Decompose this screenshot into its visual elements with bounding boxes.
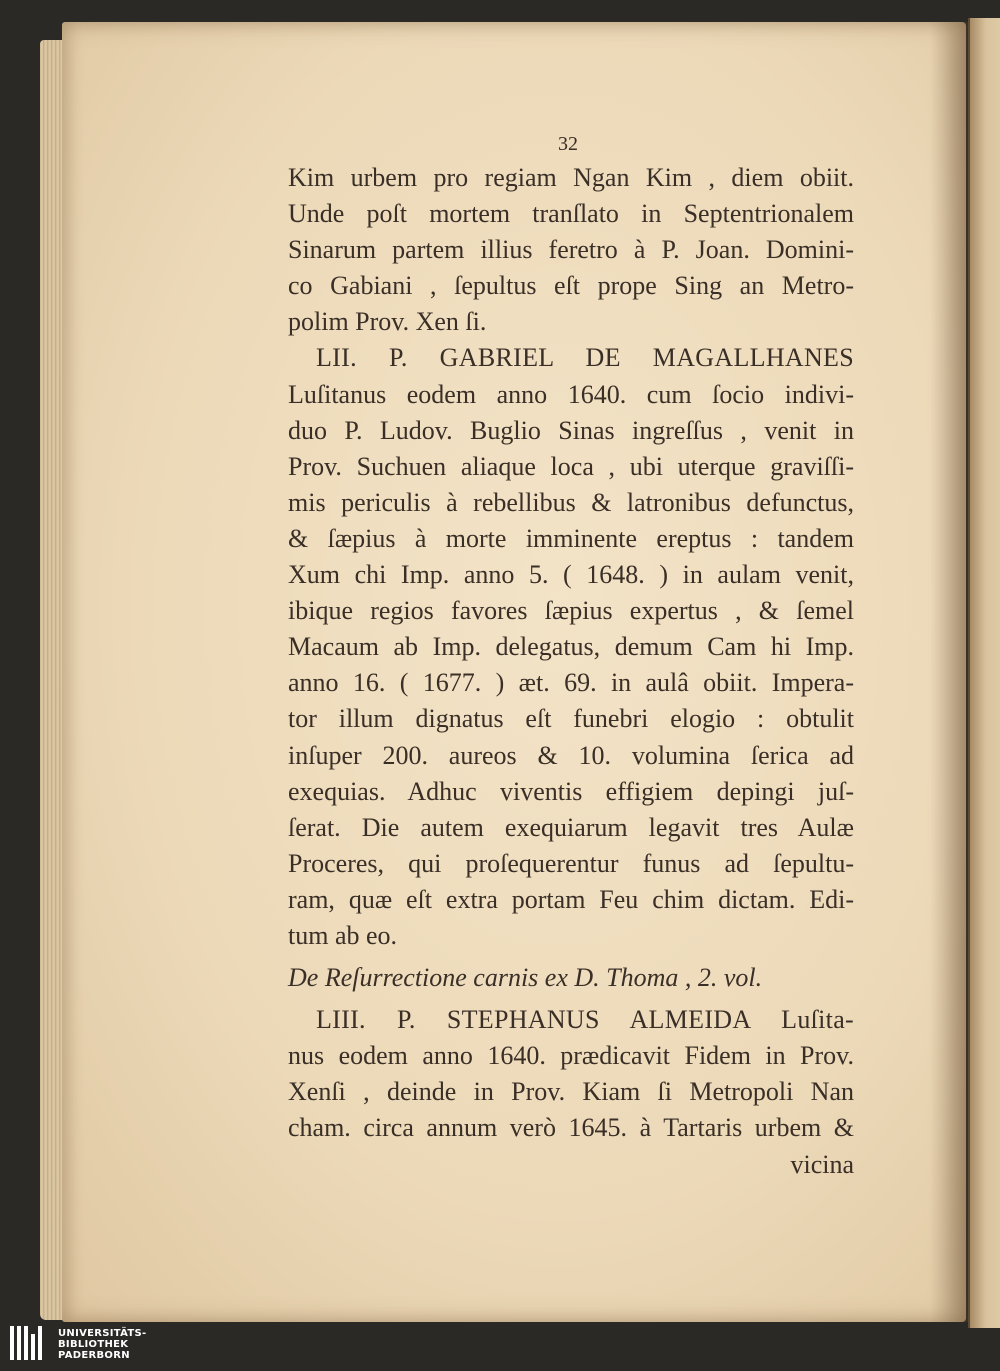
text-line: inſuper 200. aureos & 10. volumina ſerica ad	[288, 740, 854, 770]
entry-heading: LII. P. GABRIEL DE MAGALLHANES	[316, 343, 854, 373]
text-line: exequias. Adhuc viventis effigiem depingi juſ-	[288, 776, 854, 806]
text-line: Xum chi Imp. anno 5. ( 1648. ) in aulam venit,	[288, 560, 854, 590]
text-line: Kim urbem pro regiam Ngan Kim , diem obiit.	[288, 163, 854, 192]
text-line: Xenſi , deinde in Prov. Kiam ſi Metropoli Nan	[288, 1077, 854, 1107]
text-line: duo P. Ludov. Buglio Sinas ingreſſus , venit in	[288, 415, 854, 445]
text-line: mis periculis à rebellibus & latronibus defunctus,	[288, 487, 854, 517]
text-line: anno 16. ( 1677. ) æt. 69. in aulâ obiit. Impera-	[288, 668, 854, 698]
facing-page-edge	[968, 18, 1000, 1328]
text-line: Macaum ab Imp. delegatus, demum Cam hi Imp.	[288, 632, 854, 662]
library-name-line: PADERBORN	[58, 1349, 130, 1361]
library-name-line: BIBLIOTHEK	[58, 1338, 129, 1350]
text-line: tor illum dignatus eſt funebri elogio : obtulit	[288, 704, 854, 734]
entry-heading: LIII. P. STEPHANUS ALMEIDA Luſita-	[316, 1005, 854, 1035]
library-logo-text	[58, 1328, 147, 1361]
library-logo	[8, 1322, 147, 1366]
text-line: ram, quæ eſt extra portam Feu chim dictam. Edi-	[288, 884, 854, 914]
text-line: co Gabiani , ſepultus eſt prope Sing an Metro-	[288, 271, 854, 301]
text-line: Proceres, qui proſequerentur funus ad ſepultu-	[288, 848, 854, 878]
text-line: Luſitanus eodem anno 1640. cum ſocio indivi-	[288, 379, 854, 409]
text-line: Prov. Suchuen aliaque loca , ubi uterque graviſſi-	[288, 451, 854, 481]
gutter-shadow	[930, 22, 968, 1322]
text-line: & ſæpius à morte imminente ereptus : tandem	[288, 523, 854, 553]
text-line: nus eodem anno 1640. prædicavit Fidem in Prov.	[288, 1041, 854, 1071]
text-line: cham. circa annum verò 1645. à Tartaris urbem &	[288, 1113, 854, 1143]
catchword: vicina	[790, 1149, 854, 1179]
text-line: Unde poſt mortem tranſlato in Septentrionalem	[288, 199, 854, 229]
library-name-line: UNIVERSITÄTS-	[58, 1327, 147, 1339]
text-line: Sinarum partem illius feretro à P. Joan. Domini-	[288, 235, 854, 265]
work-title: De Reſurrectione carnis ex D. Thoma , 2. vol.	[288, 963, 763, 993]
text-line: ibique regios favores ſæpius expertus , & ſemel	[288, 596, 854, 626]
text-line: ſerat. Die autem exequiarum legavit tres Aulæ	[288, 812, 854, 842]
library-logo-icon	[8, 1322, 52, 1366]
text-line: tum ab eo.	[288, 920, 398, 950]
page-text	[288, 132, 854, 1183]
page-number: 32	[558, 133, 578, 155]
text-line: polim Prov. Xen ſi.	[288, 307, 487, 337]
